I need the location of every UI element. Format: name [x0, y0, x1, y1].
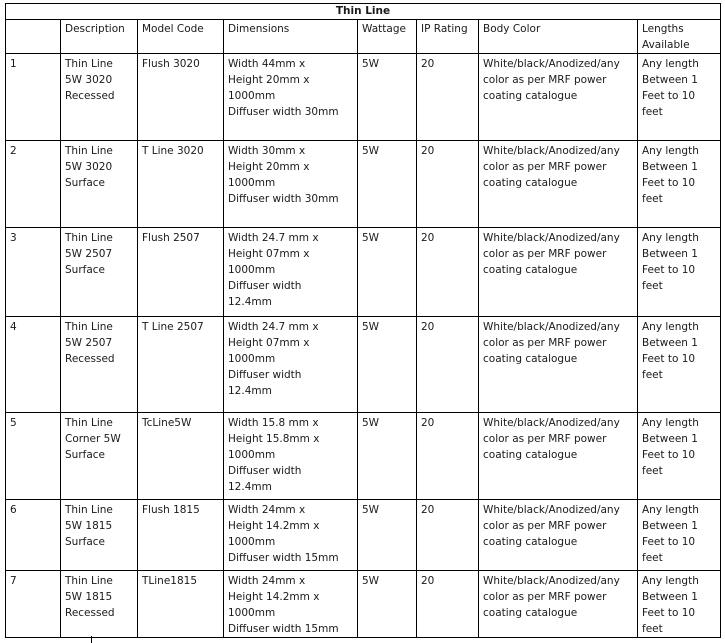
lengths-line: feet [642, 623, 663, 635]
dimensions-line: Width 24.7 mm x [228, 321, 319, 333]
lengths-cell [638, 317, 721, 413]
lengths-line: Between 1 [642, 337, 698, 349]
body-color-line: White/black/Anodized/any [483, 504, 620, 516]
dimensions-line: Diffuser width 15mm [228, 552, 339, 564]
description-line: 5W 2507 [65, 248, 113, 260]
description-line: Recessed [65, 90, 115, 102]
lengths-line: Between 1 [642, 591, 698, 603]
description-cell [61, 500, 138, 571]
ip-rating-cell: 20 [417, 413, 479, 500]
dimensions-line: 12.4mm [228, 296, 272, 308]
body-color-line: color as per MRF power [483, 520, 607, 532]
lengths-line: feet [642, 106, 663, 118]
body-color-line: coating catalogue [483, 264, 578, 276]
dimensions-line: Width 30mm x [228, 145, 306, 157]
dimensions-line: Diffuser width 30mm [228, 106, 339, 118]
dimensions-line: Diffuser width 15mm [228, 623, 339, 635]
model-code-cell: Flush 3020 [138, 54, 224, 141]
lengths-cell [638, 500, 721, 571]
table-row [6, 413, 721, 500]
body-color-line: coating catalogue [483, 177, 578, 189]
description-line: Thin Line [65, 58, 113, 70]
description-cell [61, 228, 138, 317]
table-row [6, 571, 721, 638]
table-title: Thin Line [6, 4, 721, 20]
model-code-cell: TcLine5W [138, 413, 224, 500]
lengths-line: Any length [642, 321, 699, 333]
table-row [6, 141, 721, 228]
body-color-line: color as per MRF power [483, 433, 607, 445]
header-model-code [138, 20, 224, 54]
lengths-line: Feet to 10 [642, 90, 696, 102]
dimensions-line: Height 14.2mm x [228, 591, 320, 603]
ip-rating-cell: 20 [417, 141, 479, 228]
row-number-cell: 4 [6, 317, 61, 413]
description-cell [61, 141, 138, 228]
lengths-line: feet [642, 280, 663, 292]
body-color-line: coating catalogue [483, 607, 578, 619]
header-description-line: Description [65, 23, 125, 35]
body-color-cell [479, 54, 638, 141]
description-line: Surface [65, 177, 106, 189]
lengths-line: Between 1 [642, 520, 698, 532]
description-line: Recessed [65, 353, 115, 365]
body-color-line: color as per MRF power [483, 161, 607, 173]
ip-rating-cell: 20 [417, 317, 479, 413]
lengths-line: Between 1 [642, 248, 698, 260]
description-line: Thin Line [65, 145, 113, 157]
wattage-cell: 5W [358, 141, 417, 228]
body-color-cell [479, 413, 638, 500]
dimensions-line: Width 15.8 mm x [228, 417, 319, 429]
dimensions-cell [224, 54, 358, 141]
lengths-cell [638, 571, 721, 638]
text-cursor [91, 636, 92, 643]
header-ip-rating [417, 20, 479, 54]
lengths-line: feet [642, 552, 663, 564]
header-model-code-line: Model Code [142, 23, 204, 35]
body-color-line: color as per MRF power [483, 337, 607, 349]
body-color-line: color as per MRF power [483, 74, 607, 86]
body-color-cell [479, 500, 638, 571]
dimensions-line: 1000mm [228, 177, 276, 189]
dimensions-line: 1000mm [228, 449, 276, 461]
table-row [6, 228, 721, 317]
lengths-cell [638, 228, 721, 317]
dimensions-cell [224, 571, 358, 638]
description-line: Surface [65, 449, 106, 461]
wattage-cell: 5W [358, 500, 417, 571]
dimensions-line: 1000mm [228, 264, 276, 276]
body-color-line: White/black/Anodized/any [483, 232, 620, 244]
dimensions-line: 1000mm [228, 536, 276, 548]
wattage-cell: 5W [358, 317, 417, 413]
description-line: Surface [65, 536, 106, 548]
dimensions-line: 12.4mm [228, 481, 272, 493]
row-number-cell: 2 [6, 141, 61, 228]
description-cell [61, 571, 138, 638]
description-cell [61, 54, 138, 141]
description-line: Thin Line [65, 504, 113, 516]
model-code-cell: TLine1815 [138, 571, 224, 638]
description-line: Recessed [65, 607, 115, 619]
header-ip-rating-line: IP Rating [421, 23, 468, 35]
lengths-line: Feet to 10 [642, 264, 696, 276]
header-dimensions-line: Dimensions [228, 23, 290, 35]
body-color-line: White/black/Anodized/any [483, 321, 620, 333]
dimensions-cell [224, 228, 358, 317]
dimensions-line: 1000mm [228, 607, 276, 619]
header-wattage-line: Wattage [362, 23, 406, 35]
model-code-cell: Flush 2507 [138, 228, 224, 317]
lengths-cell [638, 141, 721, 228]
lengths-cell [638, 54, 721, 141]
dimensions-line: 1000mm [228, 353, 276, 365]
lengths-line: feet [642, 465, 663, 477]
dimensions-line: Width 24mm x [228, 504, 306, 516]
ip-rating-cell: 20 [417, 228, 479, 317]
ip-rating-cell: 20 [417, 54, 479, 141]
dimensions-cell [224, 500, 358, 571]
table-row [6, 317, 721, 413]
row-number-cell: 5 [6, 413, 61, 500]
description-line: Thin Line [65, 232, 113, 244]
row-number-cell: 6 [6, 500, 61, 571]
body-color-line: coating catalogue [483, 90, 578, 102]
body-color-line: White/black/Anodized/any [483, 417, 620, 429]
lengths-line: Feet to 10 [642, 449, 696, 461]
lengths-line: Between 1 [642, 161, 698, 173]
dimensions-line: Height 15.8mm x [228, 433, 320, 445]
header-body-color-line: Body Color [483, 23, 541, 35]
body-color-line: White/black/Anodized/any [483, 575, 620, 587]
header-no [6, 20, 61, 54]
lengths-line: Between 1 [642, 74, 698, 86]
lengths-line: Any length [642, 575, 699, 587]
dimensions-line: Height 20mm x [228, 161, 310, 173]
model-code-cell: Flush 1815 [138, 500, 224, 571]
dimensions-line: Width 44mm x [228, 58, 306, 70]
lengths-line: feet [642, 193, 663, 205]
description-line: 5W 3020 [65, 161, 113, 173]
body-color-cell [479, 141, 638, 228]
header-dimensions [224, 20, 358, 54]
body-color-cell [479, 317, 638, 413]
description-line: Thin Line [65, 417, 113, 429]
row-number-cell: 3 [6, 228, 61, 317]
dimensions-line: Height 20mm x [228, 74, 310, 86]
body-color-line: coating catalogue [483, 536, 578, 548]
table-body [6, 54, 721, 638]
wattage-cell: 5W [358, 571, 417, 638]
model-code-cell: T Line 3020 [138, 141, 224, 228]
body-color-line: White/black/Anodized/any [483, 145, 620, 157]
dimensions-line: Diffuser width [228, 280, 302, 292]
description-line: Thin Line [65, 321, 113, 333]
dimensions-line: 12.4mm [228, 385, 272, 397]
description-cell [61, 413, 138, 500]
dimensions-cell [224, 141, 358, 228]
dimensions-line: Height 14.2mm x [228, 520, 320, 532]
body-color-line: White/black/Anodized/any [483, 58, 620, 70]
lengths-cell [638, 413, 721, 500]
body-color-cell [479, 571, 638, 638]
row-number-cell: 7 [6, 571, 61, 638]
lengths-line: Any length [642, 504, 699, 516]
dimensions-cell [224, 317, 358, 413]
lengths-line: Feet to 10 [642, 353, 696, 365]
body-color-cell [479, 228, 638, 317]
lengths-line: Any length [642, 417, 699, 429]
table-row [6, 54, 721, 141]
ip-rating-cell: 20 [417, 571, 479, 638]
body-color-line: color as per MRF power [483, 591, 607, 603]
description-line: 5W 1815 [65, 591, 113, 603]
header-wattage [358, 20, 417, 54]
lengths-line: Between 1 [642, 433, 698, 445]
dimensions-cell [224, 413, 358, 500]
lengths-line: Any length [642, 145, 699, 157]
description-line: 5W 1815 [65, 520, 113, 532]
thin-line-spec-table [5, 3, 721, 638]
wattage-cell: 5W [358, 228, 417, 317]
description-line: Thin Line [65, 575, 113, 587]
description-line: 5W 2507 [65, 337, 113, 349]
lengths-line: Feet to 10 [642, 607, 696, 619]
wattage-cell: 5W [358, 54, 417, 141]
description-cell [61, 317, 138, 413]
dimensions-line: Width 24.7 mm x [228, 232, 319, 244]
lengths-line: Any length [642, 58, 699, 70]
body-color-line: coating catalogue [483, 353, 578, 365]
header-body-color [479, 20, 638, 54]
lengths-line: feet [642, 369, 663, 381]
table-row [6, 500, 721, 571]
body-color-line: color as per MRF power [483, 248, 607, 260]
description-line: Surface [65, 264, 106, 276]
ip-rating-cell: 20 [417, 500, 479, 571]
dimensions-line: Diffuser width [228, 369, 302, 381]
table-header-row [6, 20, 721, 54]
dimensions-line: 1000mm [228, 90, 276, 102]
header-lengths-available [638, 20, 721, 54]
lengths-line: Any length [642, 232, 699, 244]
lengths-line: Feet to 10 [642, 536, 696, 548]
row-number-cell: 1 [6, 54, 61, 141]
dimensions-line: Width 24mm x [228, 575, 306, 587]
header-description [61, 20, 138, 54]
body-color-line: coating catalogue [483, 449, 578, 461]
wattage-cell: 5W [358, 413, 417, 500]
lengths-line: Feet to 10 [642, 177, 696, 189]
header-lengths-available-line: Available [642, 39, 690, 51]
table-title-row [6, 4, 721, 20]
model-code-cell: T Line 2507 [138, 317, 224, 413]
description-line: 5W 3020 [65, 74, 113, 86]
description-line: Corner 5W [65, 433, 121, 445]
header-lengths-available-line: Lengths [642, 23, 684, 35]
dimensions-line: Diffuser width [228, 465, 302, 477]
dimensions-line: Height 07mm x [228, 337, 310, 349]
dimensions-line: Diffuser width 30mm [228, 193, 339, 205]
dimensions-line: Height 07mm x [228, 248, 310, 260]
